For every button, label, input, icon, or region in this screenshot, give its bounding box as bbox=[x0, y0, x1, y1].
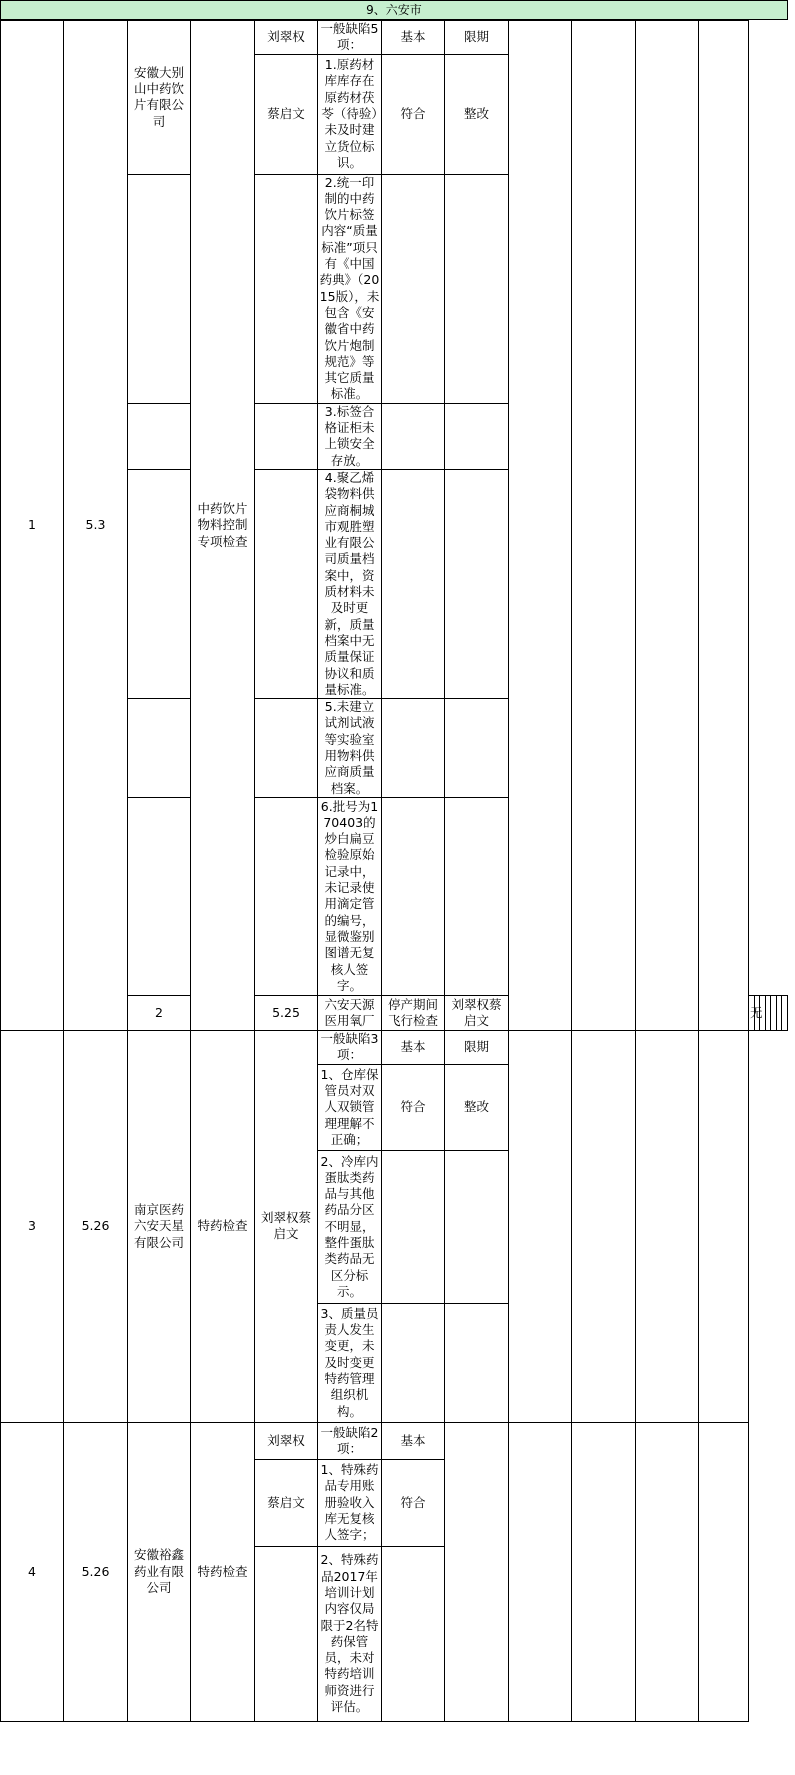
row-date: 5.3 bbox=[64, 21, 128, 1031]
row-date: 5.26 bbox=[64, 1422, 128, 1721]
empty-cell bbox=[445, 1150, 509, 1303]
empty-cell bbox=[572, 21, 636, 1031]
empty-cell bbox=[699, 1422, 749, 1721]
empty-cell bbox=[255, 174, 318, 403]
deficiency-item: 5.未建立试剂试液等实验室用物料供应商质量档案。 bbox=[318, 699, 382, 798]
check-type: 中药饮片物料控制专项检查 bbox=[191, 21, 255, 1031]
empty-cell bbox=[782, 995, 788, 1030]
deficiency-item: 6.批号为170403的炒白扁豆检验原始记录中，未记录使用滴定管的编号，显微鉴别图谱无复核人签字。 bbox=[318, 797, 382, 995]
row-index: 2 bbox=[128, 995, 191, 1030]
empty-cell bbox=[382, 403, 445, 469]
deficiency-item: 2、特殊药品2017年培训计划内容仅局限于2名特药保管员，未对特药培训师资进行评估。 bbox=[318, 1546, 382, 1721]
check-type: 特药检查 bbox=[191, 1030, 255, 1422]
inspector-names: 刘翠权蔡启文 bbox=[445, 995, 509, 1030]
empty-cell bbox=[445, 699, 509, 798]
empty-cell bbox=[445, 174, 509, 403]
basic-value: 符合 bbox=[382, 54, 445, 174]
basic-header: 基本 bbox=[382, 1030, 445, 1064]
deficiency-item: 4.聚乙烯袋物料供应商桐城市观胜塑业有限公司质量档案中，资质材料未及时更新，质量档案中无质量保证协议和质量标准。 bbox=[318, 469, 382, 698]
company-name: 安徽大别山中药饮片有限公司 bbox=[128, 21, 191, 175]
empty-cell bbox=[636, 1422, 699, 1721]
deficiency-item: 3、质量员责人发生变更，未及时变更特药管理组织机构。 bbox=[318, 1303, 382, 1422]
basic-header: 基本 bbox=[382, 21, 445, 55]
inspector-name: 蔡启文 bbox=[255, 54, 318, 174]
deadline-value: 整改 bbox=[445, 54, 509, 174]
empty-cell bbox=[445, 469, 509, 698]
basic-value: 符合 bbox=[382, 1064, 445, 1150]
empty-cell bbox=[572, 1030, 636, 1422]
result-text: 无 bbox=[749, 995, 755, 1030]
deficiency-item: 3.标签合格证柜未上锁安全存放。 bbox=[318, 403, 382, 469]
empty-cell bbox=[255, 699, 318, 798]
empty-cell bbox=[128, 469, 191, 698]
row-index: 3 bbox=[1, 1030, 64, 1422]
inspector-name: 刘翠权 bbox=[255, 1422, 318, 1459]
deficiency-item: 1、仓库保管员对双人双锁管理理解不正确； bbox=[318, 1064, 382, 1150]
empty-cell bbox=[128, 403, 191, 469]
deadline-header: 限期 bbox=[445, 1030, 509, 1064]
inspection-table bbox=[0, 20, 788, 1722]
empty-cell bbox=[636, 1030, 699, 1422]
inspector-name: 蔡启文 bbox=[255, 1459, 318, 1546]
empty-cell bbox=[255, 469, 318, 698]
empty-cell bbox=[382, 469, 445, 698]
deficiency-item: 2、冷库内蛋肽类药品与其他药品分区不明显，整件蛋肽类药品无区分标示。 bbox=[318, 1150, 382, 1303]
empty-cell bbox=[128, 699, 191, 798]
empty-cell bbox=[509, 1422, 572, 1721]
empty-cell bbox=[445, 1303, 509, 1422]
empty-cell bbox=[255, 797, 318, 995]
company-name: 安徽裕鑫药业有限公司 bbox=[128, 1422, 191, 1721]
empty-cell bbox=[128, 174, 191, 403]
section-title: 9、六安市 bbox=[0, 0, 788, 20]
check-type: 停产期间飞行检查 bbox=[382, 995, 445, 1030]
company-name: 六安天源医用氧厂 bbox=[318, 995, 382, 1030]
empty-cell bbox=[572, 1422, 636, 1721]
empty-cell bbox=[445, 1422, 509, 1721]
check-type: 特药检查 bbox=[191, 1422, 255, 1721]
deficiency-item: 1、特殊药品专用账册验收入库无复核人签字； bbox=[318, 1459, 382, 1546]
deficiency-header: 一般缺陷2项： bbox=[318, 1422, 382, 1459]
row-date: 5.26 bbox=[64, 1030, 128, 1422]
empty-cell bbox=[382, 797, 445, 995]
deficiency-item: 2.统一印制的中药饮片标签内容“质量标准”项只有《中国药典》（2015版），未包含《安徽省中药饮片炮制规范》等其它质量标准。 bbox=[318, 174, 382, 403]
empty-cell bbox=[445, 403, 509, 469]
row-date: 5.25 bbox=[255, 995, 318, 1030]
empty-cell bbox=[636, 21, 699, 1031]
empty-cell bbox=[699, 1030, 749, 1422]
empty-cell bbox=[699, 21, 749, 1031]
basic-value: 符合 bbox=[382, 1459, 445, 1546]
empty-cell bbox=[255, 1546, 318, 1721]
deficiency-item: 1.原药材库库存在原药材茯苓（待验）未及时建立货位标识。 bbox=[318, 54, 382, 174]
empty-cell bbox=[255, 403, 318, 469]
empty-cell bbox=[128, 797, 191, 995]
empty-cell bbox=[509, 1030, 572, 1422]
deadline-value: 整改 bbox=[445, 1064, 509, 1150]
basic-header: 基本 bbox=[382, 1422, 445, 1459]
company-name: 南京医药六安天星有限公司 bbox=[128, 1030, 191, 1422]
inspector-names: 刘翠权蔡启文 bbox=[255, 1030, 318, 1422]
deadline-header: 限期 bbox=[445, 21, 509, 55]
empty-cell bbox=[382, 1150, 445, 1303]
empty-cell bbox=[382, 174, 445, 403]
inspector-name: 刘翠权 bbox=[255, 21, 318, 55]
row-index: 1 bbox=[1, 21, 64, 1031]
empty-cell bbox=[509, 21, 572, 1031]
row-index: 4 bbox=[1, 1422, 64, 1721]
empty-cell bbox=[382, 1546, 445, 1721]
deficiency-header: 一般缺陷5项： bbox=[318, 21, 382, 55]
empty-cell bbox=[382, 1303, 445, 1422]
empty-cell bbox=[445, 797, 509, 995]
empty-cell bbox=[382, 699, 445, 798]
deficiency-header: 一般缺陷3项： bbox=[318, 1030, 382, 1064]
